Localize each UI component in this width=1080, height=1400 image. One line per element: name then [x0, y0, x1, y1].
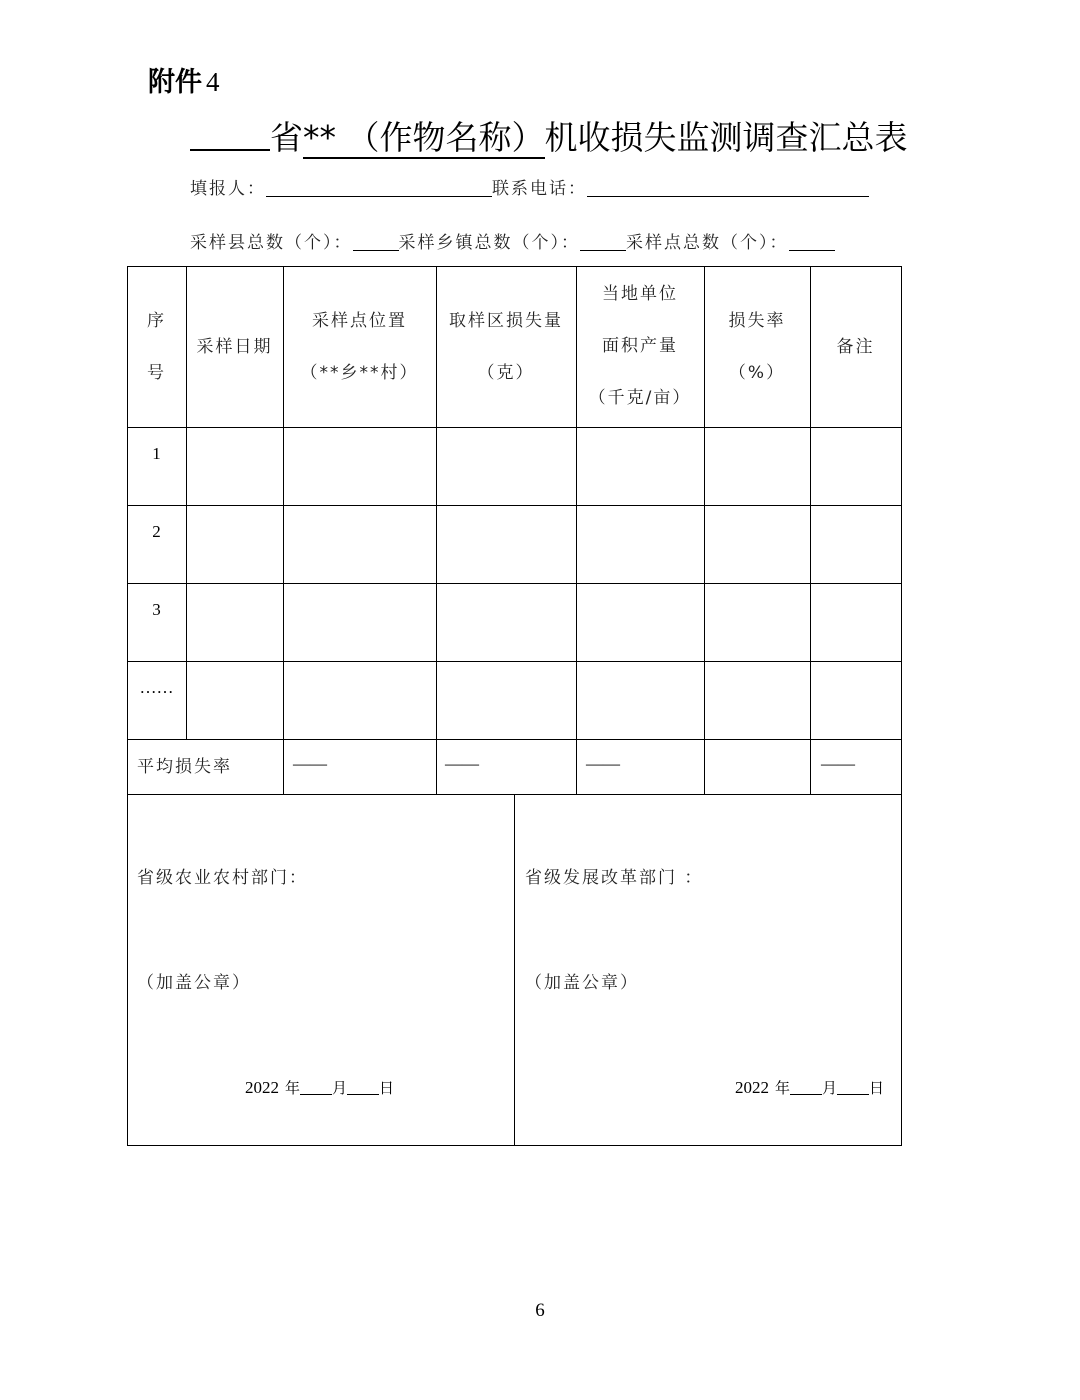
header-remark: 备注	[836, 337, 875, 357]
header-loss: 取样区损失量 （克）	[449, 311, 563, 383]
phone-label: 联系电话：	[492, 179, 587, 199]
attachment-text: 附件	[148, 67, 202, 98]
point-count-label: 采样点总数（个）：	[626, 233, 789, 253]
average-label: 平均损失率	[137, 757, 232, 777]
county-count-label: 采样县总数（个）：	[190, 233, 353, 253]
header-date: 采样日期	[196, 337, 273, 357]
average-dash-location: ——	[293, 754, 327, 773]
right-department-label: 省级发展改革部门 ：	[525, 868, 704, 888]
row-divider	[127, 583, 902, 584]
header-rate: 损失率 （%）	[728, 311, 786, 383]
county-count-field[interactable]	[353, 234, 399, 251]
attachment-number: 4	[206, 67, 220, 97]
left-month-field[interactable]	[300, 1080, 332, 1095]
right-date: 2022 年 月 日	[735, 1078, 885, 1097]
left-department-label: 省级农业农村部门：	[137, 868, 308, 888]
row-number: 1	[152, 444, 161, 463]
table-border-top	[127, 266, 902, 267]
header-yield: 当地单位 面积产量 （千克/亩）	[588, 284, 692, 408]
reporter-label: 填报人：	[190, 179, 266, 199]
title-province-suffix: 省	[270, 118, 303, 157]
row-divider	[127, 661, 902, 662]
row-divider	[127, 739, 902, 740]
average-dash-loss: ——	[445, 754, 479, 773]
point-count-field[interactable]	[789, 234, 835, 251]
reporter-line	[190, 174, 869, 199]
row-number: 2	[152, 522, 161, 541]
signature-divider	[514, 794, 515, 1146]
summary-table	[127, 266, 902, 1146]
right-day-field[interactable]	[837, 1080, 869, 1095]
title-rest: 机收损失监测调查汇总表	[544, 118, 908, 157]
table-border-left	[127, 266, 128, 1146]
right-seal-note: （加盖公章）	[525, 973, 639, 993]
document-title	[190, 112, 908, 159]
province-blank[interactable]	[190, 119, 270, 151]
right-date-year: 2022	[735, 1078, 769, 1097]
row-number: 3	[152, 600, 161, 619]
row-divider	[127, 505, 902, 506]
header-location: 采样点位置 （**乡**村）	[300, 311, 419, 383]
sample-count-line	[190, 228, 835, 253]
header-seq: 序 号	[147, 311, 166, 383]
table-border-right	[901, 266, 902, 1146]
attachment-label	[148, 60, 220, 99]
phone-field[interactable]	[587, 180, 869, 197]
title-crop-name: ** （作物名称）	[303, 118, 545, 157]
row-number: ……	[139, 678, 174, 697]
left-date-year: 2022	[245, 1078, 279, 1097]
reporter-field[interactable]	[266, 180, 492, 197]
page-number: 6	[535, 1300, 545, 1321]
town-count-label: 采样乡镇总数（个）：	[398, 233, 580, 253]
left-date: 2022 年 月 日	[245, 1078, 395, 1097]
left-day-field[interactable]	[347, 1080, 379, 1095]
average-dash-yield: ——	[586, 754, 620, 773]
header-divider	[127, 427, 902, 428]
right-month-field[interactable]	[790, 1080, 822, 1095]
town-count-field[interactable]	[580, 234, 626, 251]
left-seal-note: （加盖公章）	[137, 973, 251, 993]
average-dash-remark: ——	[821, 754, 855, 773]
